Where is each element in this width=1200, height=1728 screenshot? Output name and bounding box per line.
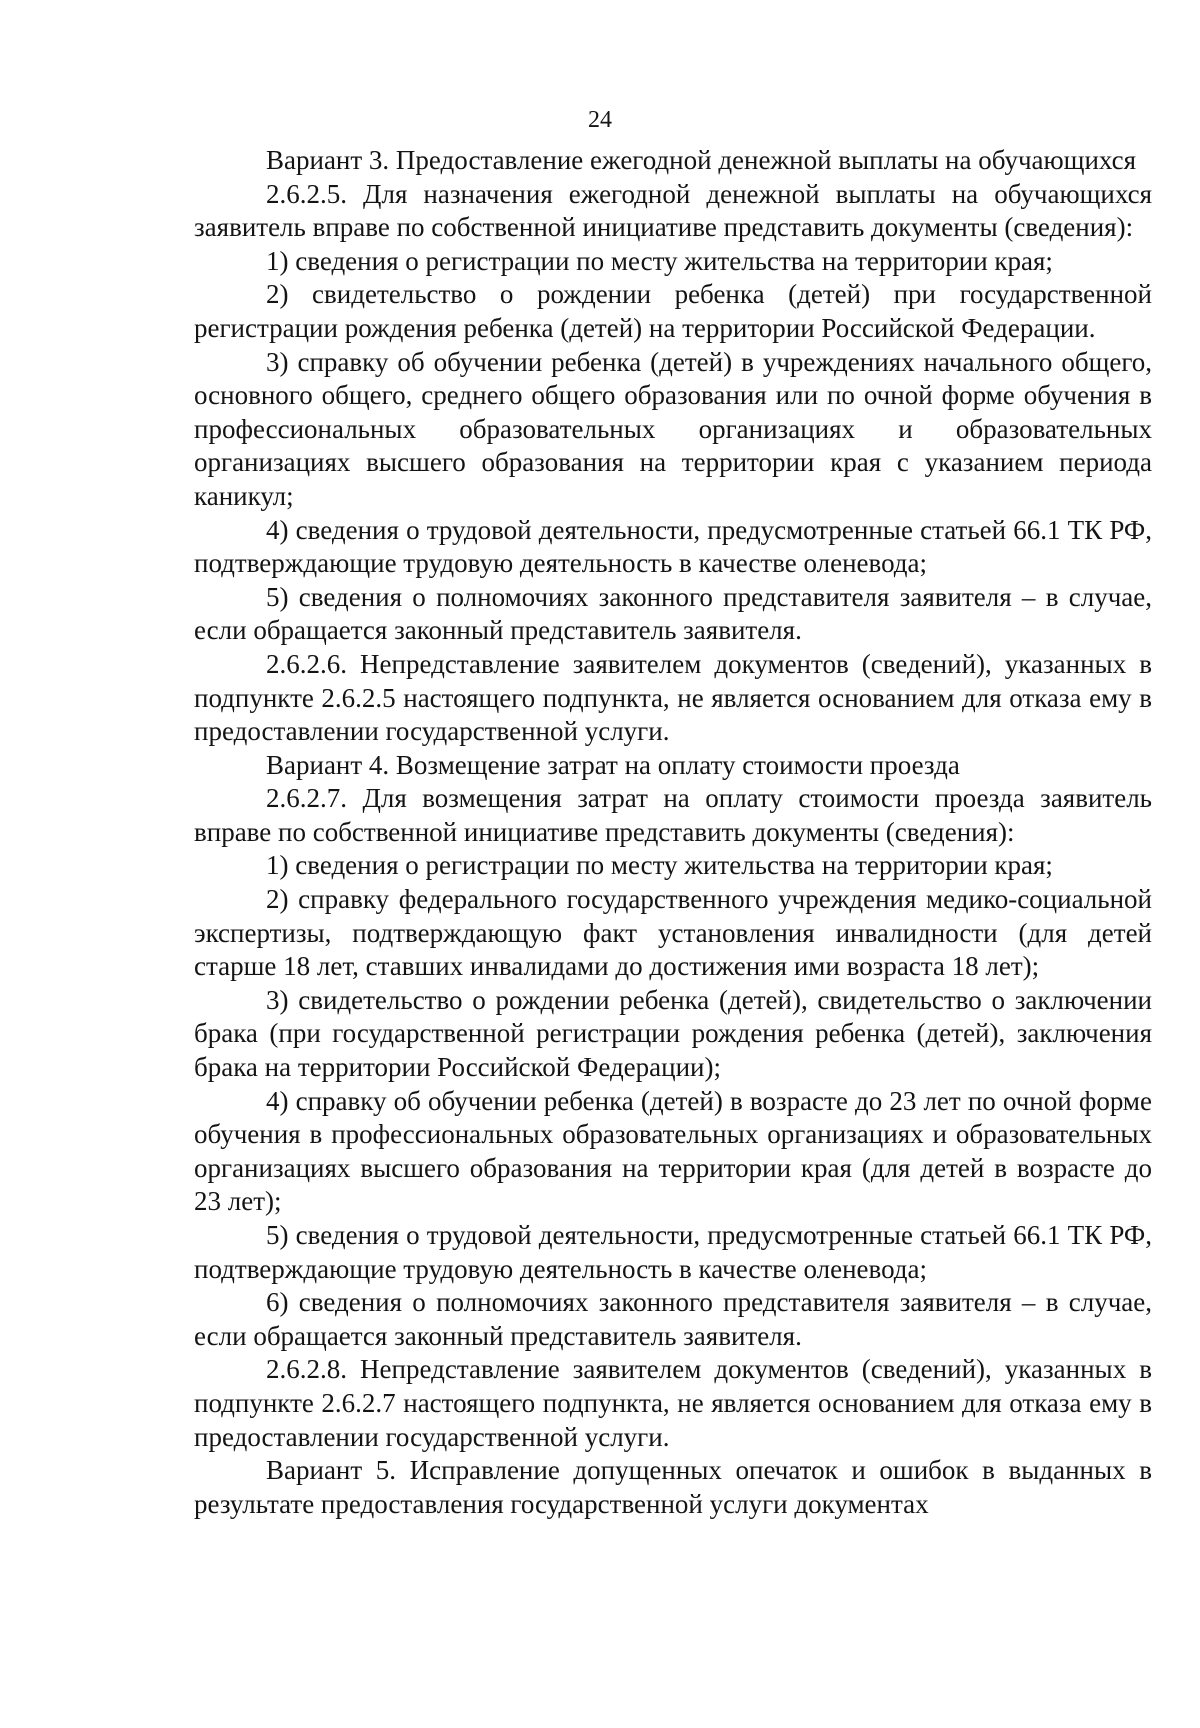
document-body	[194, 144, 1152, 1521]
list-item: 3) справку об обучении ребенка (детей) в учреждениях начального общего, основного общего, среднего общего образования или по очной форме обучения в профессиональных образовательных организациях и образовательных организациях высшего образования на территории края с указанием периода каникул;	[194, 346, 1152, 511]
paragraph-2-6-2-5: 2.6.2.5. Для назначения ежегодной денежной выплаты на обучающихся заявитель вправе по собственной инициативе представить документы (сведения):	[194, 178, 1152, 243]
list-item: 5) сведения о трудовой деятельности, предусмотренные статьей 66.1 ТК РФ, подтверждающие трудовую деятельность в качестве оленевода;	[194, 1220, 1152, 1284]
list-item: 2) свидетельство о рождении ребенка (детей) при государственной регистрации рождения ребенка (детей) на территории Российской Федерации.	[194, 279, 1152, 343]
list-item: 1) сведения о регистрации по месту жительства на территории края;	[266, 245, 1053, 276]
variant-5-heading: Вариант 5. Исправление допущенных опечаток и ошибок в выданных в результате предоставления государственной услуги документах	[194, 1455, 1152, 1519]
page-number: 24	[588, 107, 612, 133]
paragraph-2-6-2-6: 2.6.2.6. Непредставление заявителем документов (сведений), указанных в подпункте 2.6.2.5 настоящего подпункта, не является основанием для отказа ему в предоставлении государственной услуги.	[194, 648, 1152, 747]
paragraph-2-6-2-8: 2.6.2.8. Непредставление заявителем документов (сведений), указанных в подпункте 2.6.2.7 настоящего подпункта, не является основанием для отказа ему в предоставлении государственной услуги.	[194, 1354, 1152, 1452]
list-item: 6) сведения о полномочиях законного представителя заявителя – в случае, если обращается законный представитель заявителя.	[194, 1287, 1152, 1351]
variant-4-heading: Вариант 4. Возмещение затрат на оплату стоимости проезда	[266, 749, 960, 780]
list-item: 1) сведения о регистрации по месту жительства на территории края;	[266, 850, 1053, 881]
list-item: 4) сведения о трудовой деятельности, предусмотренные статьей 66.1 ТК РФ, подтверждающие трудовую деятельность в качестве оленевода;	[194, 514, 1152, 579]
variant-3-heading: Вариант 3. Предоставление ежегодной денежной выплаты на обучающихся	[266, 145, 1137, 175]
list-item: 3) свидетельство о рождении ребенка (детей), свидетельство о заключении брака (при государственной регистрации рождения ребенка (детей), заключения брака на территории Российской Федерации);	[194, 984, 1152, 1083]
paragraph-2-6-2-7: 2.6.2.7. Для возмещения затрат на оплату стоимости проезда заявитель вправе по собственной инициативе представить документы (сведения):	[194, 783, 1152, 847]
list-item: 4) справку об обучении ребенка (детей) в возрасте до 23 лет по очной форме обучения в профессиональных образовательных организациях и образовательных организациях высшего образования на территории края (для детей в возрасте до 23 лет);	[194, 1085, 1152, 1217]
list-item: 5) сведения о полномочиях законного представителя заявителя – в случае, если обращается законный представитель заявителя.	[194, 581, 1152, 646]
list-item: 2) справку федерального государственного учреждения медико-социальной экспертизы, подтверждающую факт установления инвалидности (для детей старше 18 лет, ставших инвалидами до достижения ими возраста 18 лет);	[194, 884, 1152, 982]
